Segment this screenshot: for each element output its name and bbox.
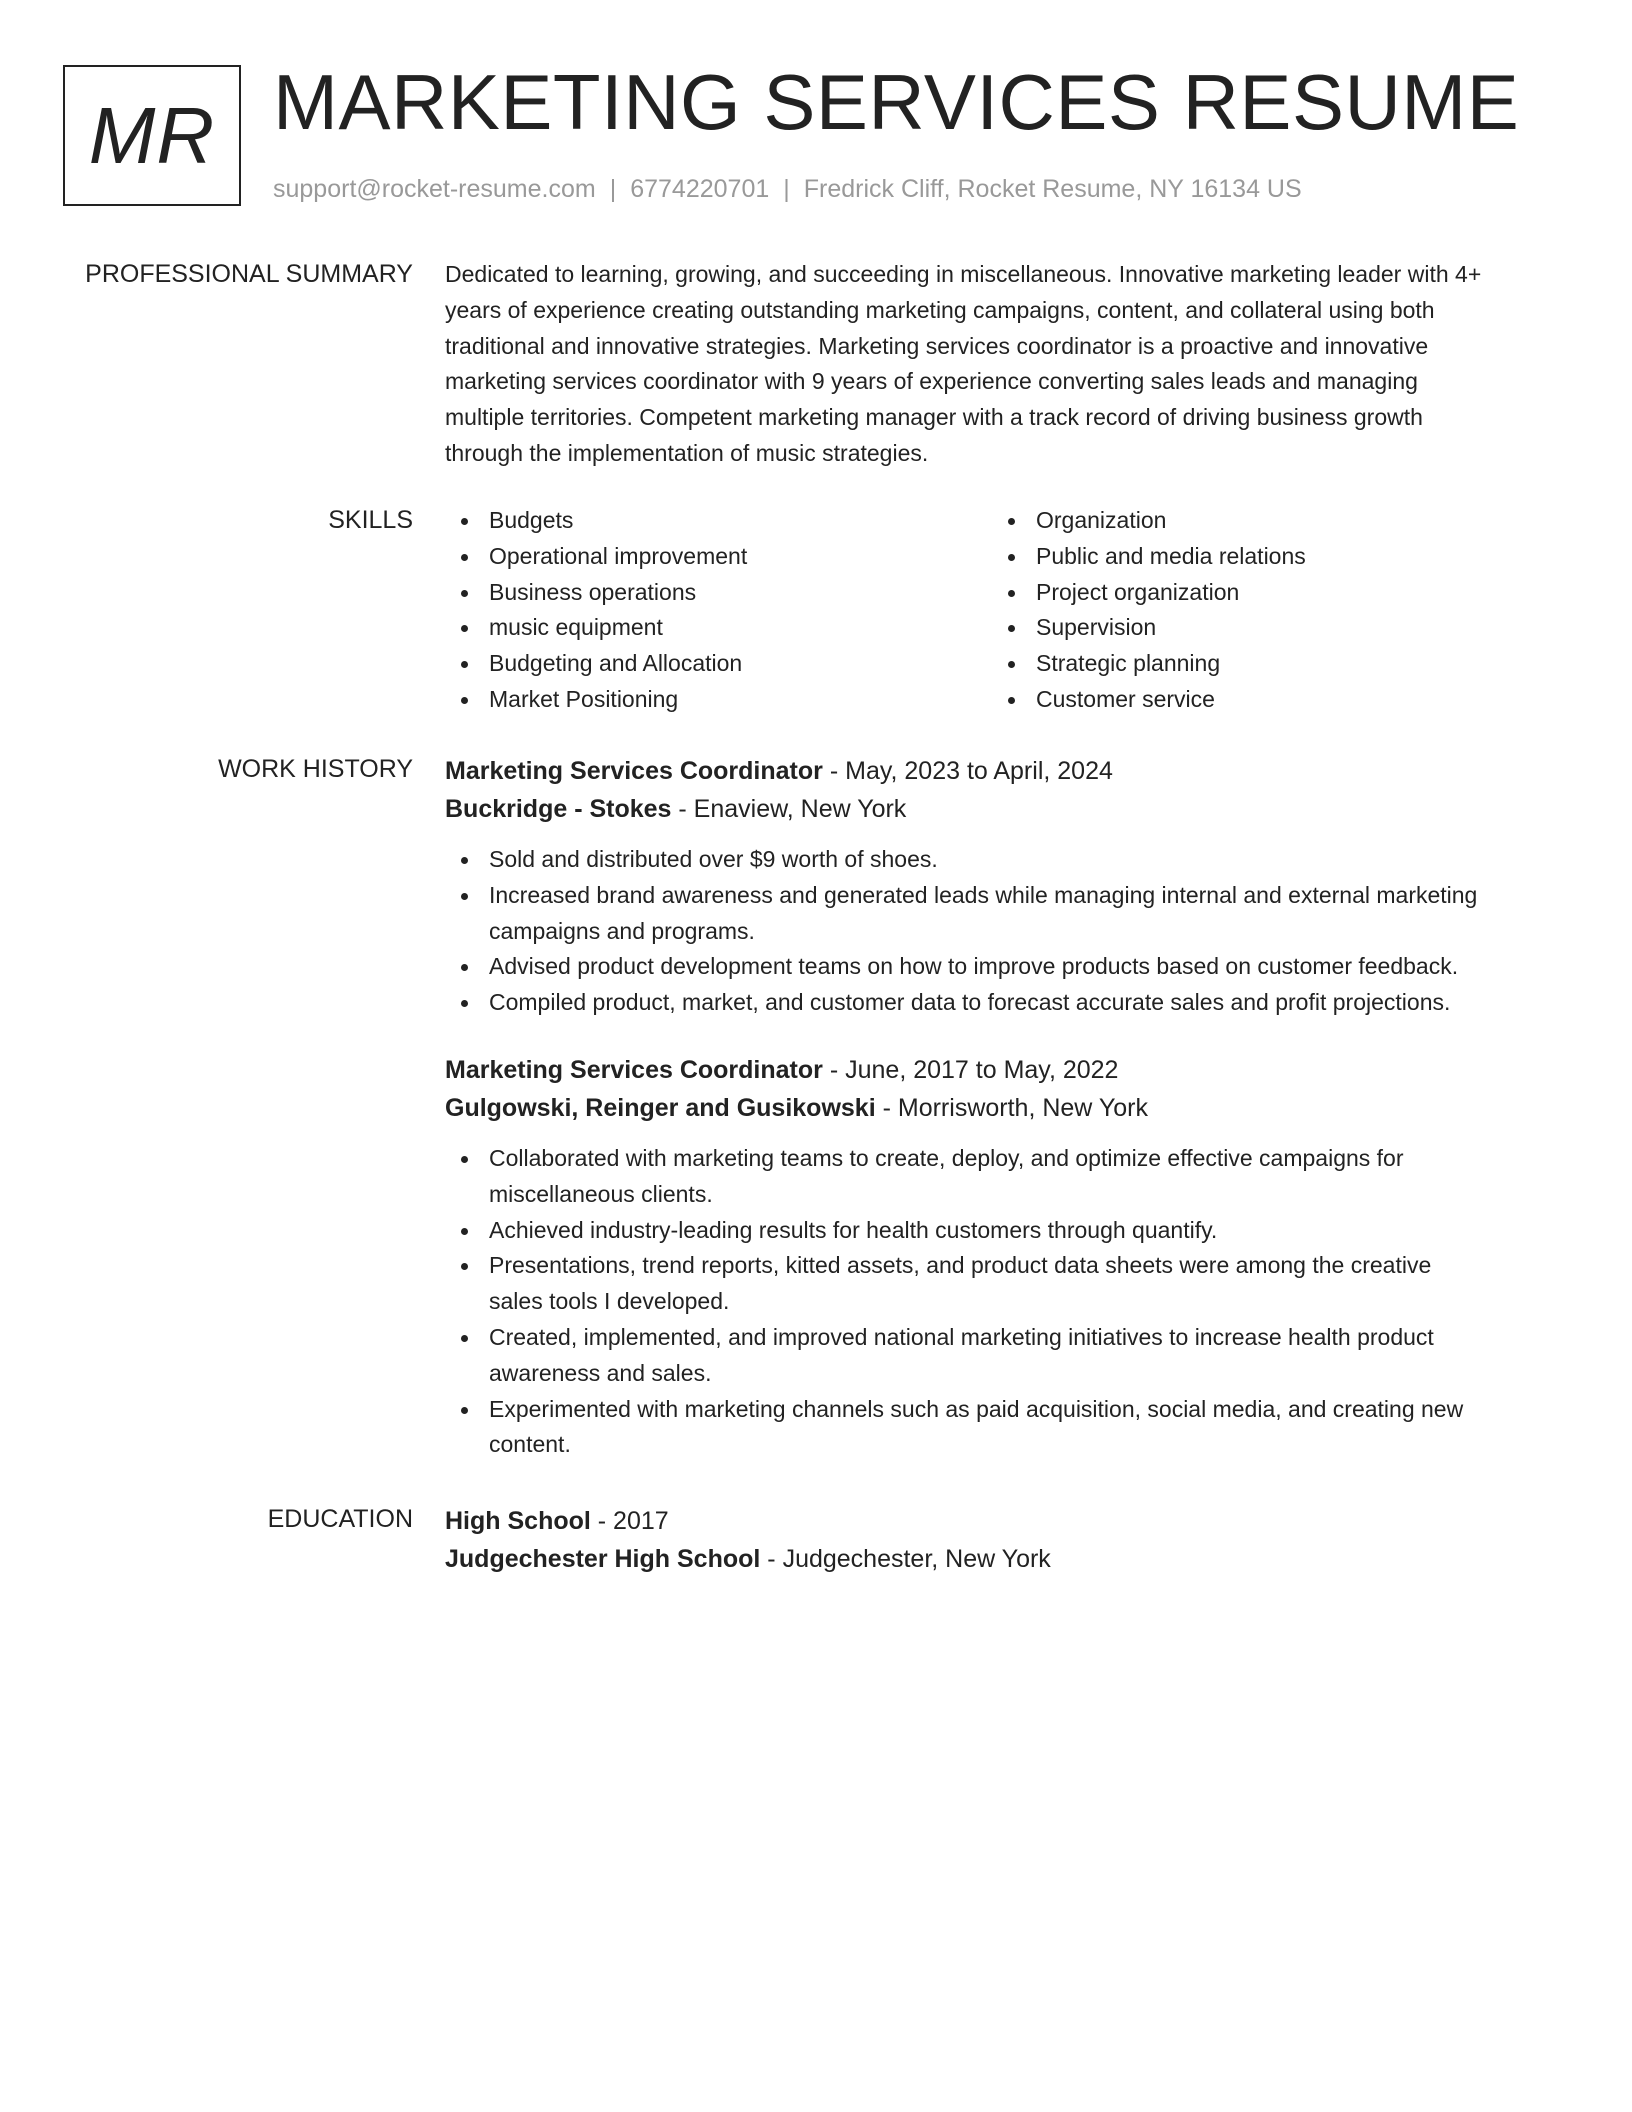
education-body: [445, 1502, 1555, 1578]
job-dates: - May, 2023 to April, 2024: [829, 757, 1113, 785]
job-bullet-text: Collaborated with marketing teams to create, deploy, and optimize effective campaigns for: [489, 1144, 1404, 1171]
skill-item: Business operations: [445, 575, 965, 611]
job-bullets: [445, 842, 1555, 1021]
job-bullet-text: Compiled product, market, and customer data to forecast accurate sales and profit projections.: [489, 989, 1451, 1016]
contact-address: Fredrick Cliff, Rocket Resume, NY 16134 US: [803, 175, 1302, 203]
skill-item: Operational improvement: [445, 539, 965, 575]
skill-item: Project organization: [992, 575, 1512, 611]
job-bullet: [445, 1141, 1555, 1213]
contact-email[interactable]: support@rocket-resume.com: [273, 175, 596, 203]
job-bullet: [445, 1320, 1555, 1392]
skill-item: Organization: [992, 503, 1512, 539]
contact-phone[interactable]: 6774220701: [630, 175, 770, 203]
job-company-line: [445, 790, 1555, 828]
education-school: Judgechester High School: [445, 1545, 761, 1573]
skill-item: Budgeting and Allocation: [445, 646, 965, 682]
contact-separator: |: [609, 175, 617, 203]
job-title: Marketing Services Coordinator: [445, 757, 823, 785]
job-title-line: [445, 752, 1555, 790]
job-bullet-text: awareness and sales.: [489, 1359, 712, 1386]
job-entry: [445, 752, 1555, 1021]
job-bullet-text: campaigns and programs.: [489, 917, 755, 944]
summary-body: [445, 257, 1555, 472]
job-company: Buckridge - Stokes: [445, 795, 672, 823]
job-bullet-text: content.: [489, 1431, 571, 1458]
job-title: Marketing Services Coordinator: [445, 1055, 823, 1084]
job-bullet: [445, 985, 1555, 1021]
skills-heading: SKILLS: [328, 506, 413, 534]
job-company-line: [445, 1089, 1555, 1127]
job-bullet-text: sales tools I developed.: [489, 1288, 730, 1315]
job-bullet-text: Presentations, trend reports, kitted assets, and product data sheets were among the creative: [489, 1252, 1432, 1279]
job-bullets: [445, 1141, 1555, 1463]
job-company: Gulgowski, Reinger and Gusikowski: [445, 1093, 876, 1122]
job-bullet: [445, 1392, 1555, 1464]
skill-item: Strategic planning: [992, 646, 1512, 682]
education-heading: EDUCATION: [267, 1505, 413, 1533]
job-bullet-text: Created, implemented, and improved national marketing initiatives to increase health product: [489, 1323, 1434, 1350]
summary-line: Dedicated to learning, growing, and succeeding in miscellaneous. Innovative marketing leader with 4+: [445, 261, 1482, 287]
job-entry: [445, 1051, 1555, 1463]
work-history-heading: WORK HISTORY: [218, 755, 413, 783]
summary-line: multiple territories. Competent marketing manager with a track record of driving business growth: [445, 404, 1423, 431]
summary-line: marketing services coordinator with 9 years of experience converting sales leads and managing: [445, 368, 1418, 395]
job-bullet: [445, 1248, 1555, 1320]
job-bullet-text: miscellaneous clients.: [489, 1180, 713, 1207]
job-bullet-text: Experimented with marketing channels such as paid acquisition, social media, and creating new: [489, 1395, 1464, 1422]
summary-line: years of experience creating outstanding marketing campaigns, content, and collateral using both: [445, 296, 1435, 323]
job-bullet: [445, 878, 1555, 950]
education-school-line: [445, 1540, 1555, 1578]
job-bullet-text: Sold and distributed over $9 worth of shoes.: [489, 846, 938, 872]
skill-item: music equipment: [445, 610, 965, 646]
education-location: - Judgechester, New York: [767, 1545, 1051, 1573]
skill-item: Market Positioning: [445, 682, 965, 718]
summary-line: through the implementation of music strategies.: [445, 439, 929, 466]
summary-heading: PROFESSIONAL SUMMARY: [85, 260, 413, 288]
job-title-line: [445, 1051, 1555, 1089]
education-degree-line: [445, 1502, 1555, 1540]
job-bullet-text: Advised product development teams on how to improve products based on customer feedback.: [489, 953, 1459, 980]
summary-paragraph: [445, 257, 1555, 472]
job-bullet-text: Increased brand awareness and generated leads while managing internal and external marketing: [489, 881, 1478, 908]
skill-item: Public and media relations: [992, 539, 1512, 575]
summary-line: traditional and innovative strategies. Marketing services coordinator is a proactive and innovative: [445, 332, 1429, 359]
skill-item: Supervision: [992, 610, 1512, 646]
job-dates: - June, 2017 to May, 2022: [829, 1055, 1119, 1084]
contact-line: [273, 172, 1302, 206]
job-bullet: [445, 949, 1555, 985]
resume-title: MARKETING SERVICES RESUME: [273, 58, 1520, 146]
skills-list-right: [992, 503, 1512, 718]
skill-item: Customer service: [992, 682, 1512, 718]
education-degree: High School: [445, 1507, 591, 1535]
job-bullet: [445, 842, 1555, 878]
skills-list-left: [445, 503, 965, 718]
work-history-body: [445, 752, 1555, 1463]
job-bullet-text: Achieved industry-leading results for health customers through quantify.: [489, 1216, 1218, 1243]
job-location: - Morrisworth, New York: [882, 1093, 1148, 1122]
skill-item: Budgets: [445, 503, 965, 539]
monogram-logo: MR: [63, 65, 241, 206]
job-bullet: [445, 1213, 1555, 1249]
job-location: - Enaview, New York: [678, 795, 907, 823]
contact-separator: |: [783, 175, 790, 203]
education-year: - 2017: [597, 1507, 669, 1535]
